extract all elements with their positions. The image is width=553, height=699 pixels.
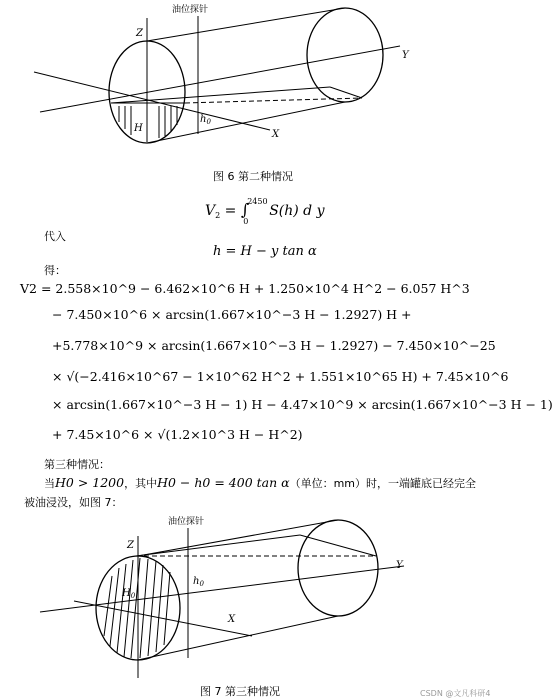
fig6-h0-label: $h_0$	[200, 114, 211, 126]
figure-6-diagram	[0, 0, 495, 160]
fig6-probe-label: 油位探针	[172, 5, 209, 15]
watermark: CSDN @文凡科研4	[420, 689, 491, 698]
fig7-H0-label: $H_0$	[122, 588, 136, 600]
fig7-right-end	[298, 520, 378, 616]
fig6-z-label: Z	[136, 28, 143, 39]
v2-line-2: − 7.450×10^6 × arcsin(1.667×10^−3 H − 1.2927) H +	[52, 307, 412, 322]
section3-line1: 当H0 > 1200，其中H0 − h0 = 400 tan α（单位：mm）时，一端罐底已经完全	[44, 475, 477, 490]
v2-line-6: + 7.45×10^6 × √(1.2×10^3 H − H^2)	[52, 427, 303, 442]
formula-v2-integral: $V_2$ = ∫ 2450 0 S(h) d y	[205, 197, 325, 226]
fig7-h0-label: $h_0$	[193, 576, 204, 588]
fig7-probe-label: 油位探针	[168, 517, 205, 527]
v2-line-4: × √(−2.416×10^67 − 1×10^62 H^2 + 1.551×10^65 H) + 7.45×10^6	[52, 369, 509, 384]
figure-7-caption: 图 7 第三种情况	[200, 685, 280, 698]
result-label: 得：	[44, 264, 66, 277]
v2-line-3: +5.778×10^9 × arcsin(1.667×10^−3 H − 1.2927) − 7.450×10^−25	[52, 338, 496, 353]
fig6-H-label: H	[134, 123, 143, 134]
fig7-y-label: Y	[396, 560, 403, 571]
figure-6-caption: 图 6 第二种情况	[213, 170, 293, 183]
fig7-x-label: X	[228, 614, 236, 625]
figure-7-diagram	[0, 510, 495, 682]
fig7-z-label: Z	[127, 540, 134, 551]
section3-line2: 被油浸没，如图 7：	[24, 496, 123, 509]
section3-heading: 第三种情况：	[44, 458, 110, 471]
v2-line-5: × arcsin(1.667×10^−3 H − 1) H − 4.47×10^9 × arcsin(1.667×10^−3 H − 1)	[52, 397, 553, 412]
fig6-y-label: Y	[402, 50, 409, 61]
substitute-label: 代入	[44, 230, 66, 243]
formula-h: h = H − y tan α	[213, 244, 317, 259]
v2-line-1: V2 = 2.558×10^9 − 6.462×10^6 H + 1.250×10^4 H^2 − 6.057 H^3	[20, 281, 470, 296]
fig6-x-axis	[34, 72, 270, 130]
fig6-x-label: X	[272, 129, 280, 140]
